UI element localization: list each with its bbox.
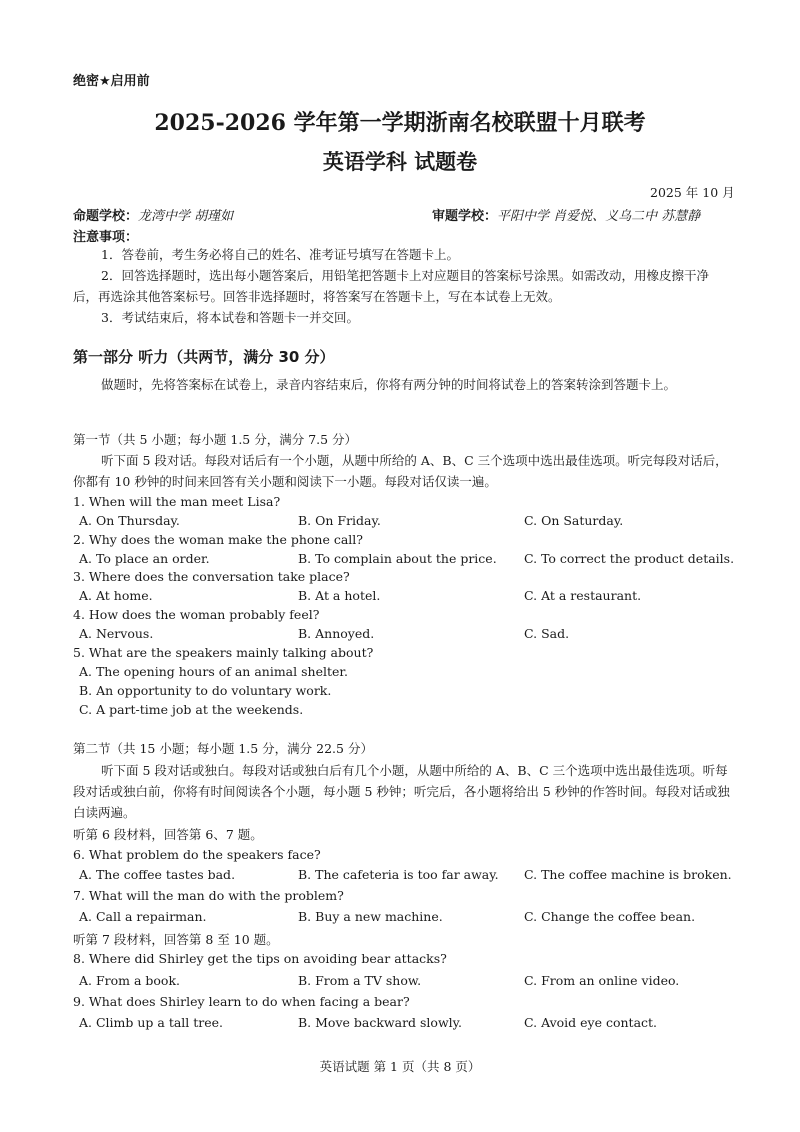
section1-heading: 第一节（共 5 小题；每小题 1.5 分，满分 7.5 分）: [73, 432, 358, 447]
notes-heading: 注意事项：: [73, 230, 139, 245]
question-6-option-c: C. The coffee machine is broken.: [524, 867, 732, 882]
question-4-option-b: B. Annoyed.: [298, 626, 375, 641]
question-6-option-b: B. The cafeteria is too far away.: [298, 867, 499, 882]
page-footer: 英语试题 第 1 页（共 8 页）: [319, 1059, 481, 1074]
question-8: 8. Where did Shirley get the tips on avoiding bear attacks?: [73, 951, 447, 966]
question-7: 7. What will the man do with the problem?: [73, 888, 344, 903]
reviewer-label: 审题学校：: [432, 209, 498, 224]
question-2: 2. Why does the woman make the phone call?: [73, 532, 363, 547]
section2-instruction: 听下面 5 段对话或独白。每段对话或独白后有几个小题，从题中所给的 A、B、C 三个选项中选出最佳选项。听每段对话或独白前，你将有时间阅读各个小题，每小题 5 秒钟；听完后，各小题将给出 5 秒钟的作答时间。每段对话或独白读两遍。: [73, 763, 730, 820]
exam-title: 2025-2026 学年第一学期浙南名校联盟十月联考: [154, 110, 646, 136]
proposer-line: [73, 205, 233, 224]
material-6-label: 听第 6 段材料，回答第 6、7 题。: [73, 827, 263, 842]
question-4-option-a: A. Nervous.: [79, 626, 154, 641]
proposer-label: 命题学校：: [73, 209, 139, 224]
question-8-option-a: A. From a book.: [79, 973, 181, 988]
part1-intro: 做题时，先将答案标在试卷上，录音内容结束后，你将有两分钟的时间将试卷上的答案转涂到答题卡上。: [101, 377, 677, 392]
exam-date: 2025 年 10 月: [650, 185, 735, 200]
part1-heading: 第一部分 听力（共两节，满分 30 分）: [73, 348, 335, 366]
question-2-option-c: C. To correct the product details.: [524, 551, 735, 566]
question-9-option-b: B. Move backward slowly.: [298, 1015, 463, 1030]
exam-subtitle: 英语学科 试题卷: [322, 149, 478, 174]
question-1-option-c: C. On Saturday.: [524, 513, 624, 528]
question-6-option-a: A. The coffee tastes bad.: [79, 867, 236, 882]
question-9-option-a: A. Climb up a tall tree.: [79, 1015, 224, 1030]
question-5-option-b: B. An opportunity to do voluntary work.: [79, 683, 332, 698]
question-5-option-a: A. The opening hours of an animal shelter.: [79, 664, 348, 679]
question-8-option-c: C. From an online video.: [524, 973, 680, 988]
section1-instruction: 听下面 5 段对话。每段对话后有一个小题，从题中所给的 A、B、C 三个选项中选出最佳选项。听完每段对话后，你都有 10 秒钟的时间来回答有关小题和阅读下一小题。每段对话仅读一遍。: [73, 453, 728, 489]
question-6: 6. What problem do the speakers face?: [73, 847, 321, 862]
note-item-1: 1．答卷前，考生务必将自己的姓名、准考证号填写在答题卡上。: [101, 247, 459, 262]
question-4: 4. How does the woman probably feel?: [73, 607, 320, 622]
question-3-option-b: B. At a hotel.: [298, 588, 381, 603]
question-7-option-a: A. Call a repairman.: [79, 909, 207, 924]
question-5: 5. What are the speakers mainly talking about?: [73, 645, 374, 660]
section2-heading: 第二节（共 15 小题；每小题 1.5 分，满分 22.5 分）: [73, 741, 373, 756]
question-3: 3. Where does the conversation take place?: [73, 569, 350, 584]
confidential-label: 绝密★启用前: [73, 74, 150, 89]
question-3-option-a: A. At home.: [79, 588, 153, 603]
question-7-option-b: B. Buy a new machine.: [298, 909, 443, 924]
note-item-3: 3．考试结束后，将本试卷和答题卡一并交回。: [101, 310, 359, 325]
question-5-option-c: C. A part-time job at the weekends.: [79, 702, 304, 717]
material-7-label: 听第 7 段材料，回答第 8 至 10 题。: [73, 932, 279, 947]
note-item-2: 2．回答选择题时，选出每小题答案后，用铅笔把答题卡上对应题目的答案标号涂黑。如需改动，用橡皮擦干净后，再选涂其他答案标号。回答非选择题时，将答案写在答题卡上，写在本试卷上无效。: [73, 268, 709, 304]
question-2-option-b: B. To complain about the price.: [298, 551, 497, 566]
question-3-option-c: C. At a restaurant.: [524, 588, 642, 603]
question-2-option-a: A. To place an order.: [79, 551, 210, 566]
question-7-option-c: C. Change the coffee bean.: [524, 909, 696, 924]
proposer-names: 龙湾中学 胡瑾如: [138, 209, 234, 224]
question-9: 9. What does Shirley learn to do when facing a bear?: [73, 994, 410, 1009]
question-1-option-b: B. On Friday.: [298, 513, 381, 528]
question-1-option-a: A. On Thursday.: [79, 513, 180, 528]
reviewer-line: [432, 205, 700, 224]
question-1: 1. When will the man meet Lisa?: [73, 494, 281, 509]
question-8-option-b: B. From a TV show.: [298, 973, 422, 988]
question-9-option-c: C. Avoid eye contact.: [524, 1015, 658, 1030]
reviewer-names: 平阳中学 肖爱悦、义乌二中 苏慧静: [497, 209, 701, 224]
question-4-option-c: C. Sad.: [524, 626, 570, 641]
